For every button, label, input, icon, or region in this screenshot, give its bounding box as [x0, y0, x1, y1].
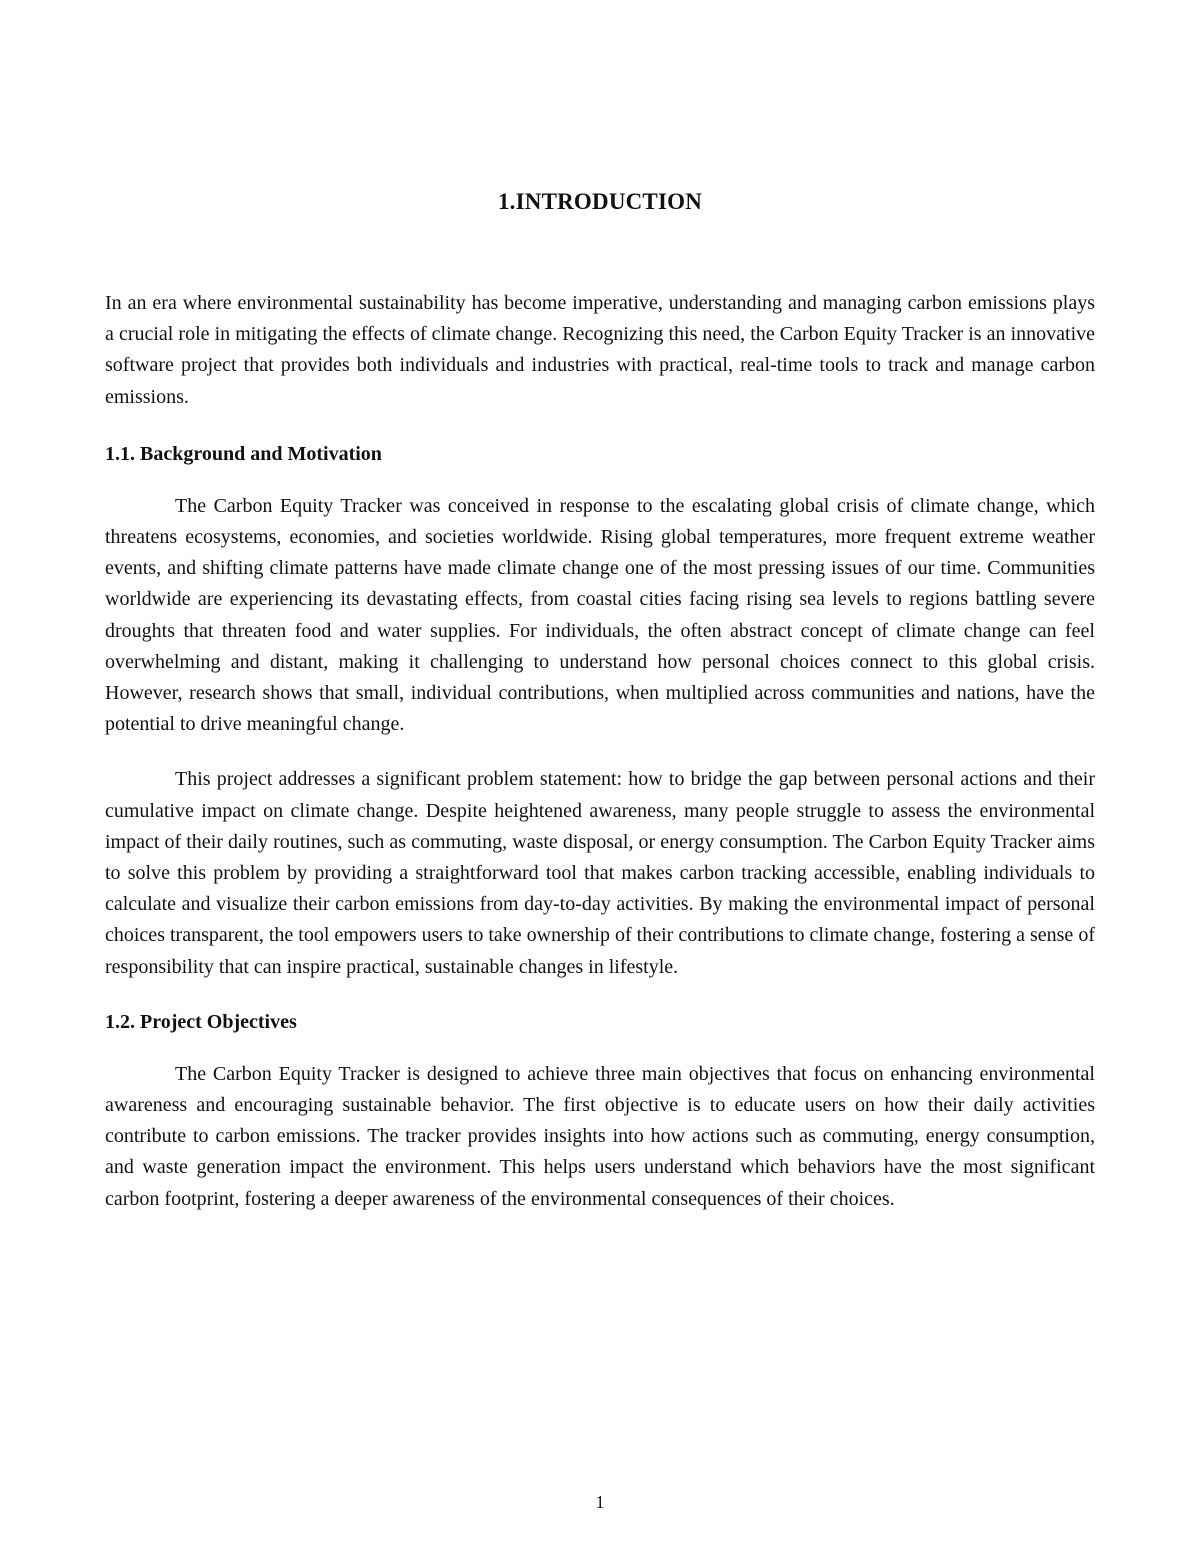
page-title: 1.INTRODUCTION — [497, 189, 703, 214]
objectives-paragraph-1: The Carbon Equity Tracker is designed to achieve three main objectives that focus on enhancing environmental awareness and encouraging sustainable behavior. The first objective is to educate users on how their daily activities contribute to carbon emissions. The tracker provides insights into how actions such as commuting, energy consumption, and waste generation impact the environment. This helps users understand which behaviors have the most significant carbon footprint, fostering a deeper awareness of the environmental consequences of their choices. — [105, 1062, 1095, 1210]
background-paragraph-1: The Carbon Equity Tracker was conceived in response to the escalating global crisis of climate change, which threatens ecosystems, economies, and societies worldwide. Rising global temperatures, more frequent extreme weather events, and shifting climate patterns have made climate change one of the most pressing issues of our time. Communities worldwide are experiencing its devastating effects, from coastal cities facing rising sea levels to regions battling severe droughts that threaten food and water supplies. For individuals, the often abstract concept of climate change can feel overwhelming and distant, making it challenging to understand how personal choices connect to this global crisis. However, research shows that small, individual contributions, when multiplied across communities and nations, have the potential to drive meaningful change. — [105, 494, 1095, 736]
page-number: 1 — [595, 1492, 605, 1512]
page-content — [105, 184, 1095, 1215]
intro-paragraph: In an era where environmental sustainability has become imperative, understanding and managing carbon emissions plays a crucial role in mitigating the effects of climate change. Recognizing this need, the Carbon Equity Tracker is an innovative software project that provides both individuals and industries with practical, real-time tools to track and manage carbon emissions. — [105, 292, 1095, 408]
section-heading-background: 1.1. Background and Motivation — [105, 442, 382, 465]
background-paragraph-2: This project addresses a significant problem statement: how to bridge the gap between personal actions and their cumulative impact on climate change. Despite heightened awareness, many people struggle to assess the environmental impact of their daily routines, such as commuting, waste disposal, or energy consumption. The Carbon Equity Tracker aims to solve this problem by providing a straightforward tool that makes carbon tracking accessible, enabling individuals to calculate and visualize their carbon emissions from day-to-day activities. By making the environmental impact of personal choices transparent, the tool empowers users to take ownership of their contributions to climate change, fostering a sense of responsibility that can inspire practical, sustainable changes in lifestyle. — [105, 768, 1095, 978]
section-heading-objectives: 1.2. Project Objectives — [105, 1010, 297, 1033]
